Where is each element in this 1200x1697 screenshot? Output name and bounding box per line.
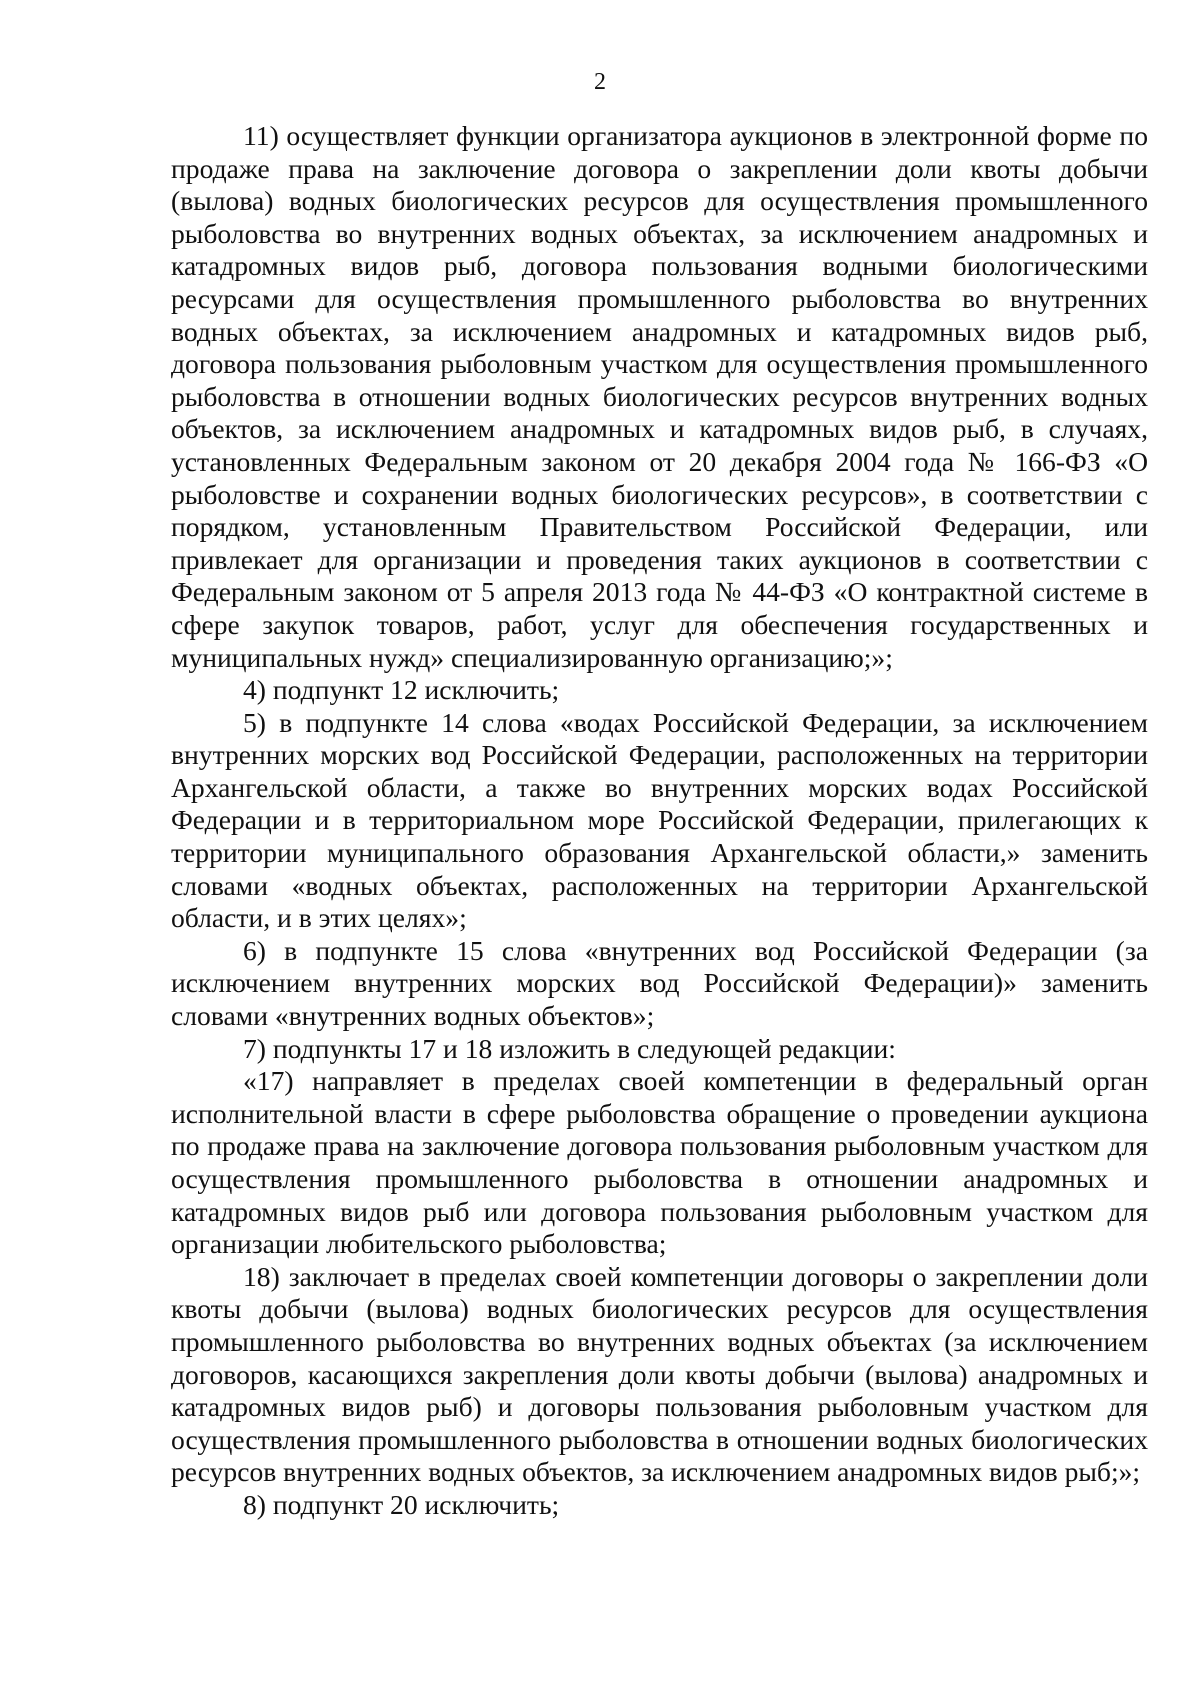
paragraph-amendment-7: 7) подпункты 17 и 18 изложить в следующей редакции:	[243, 1032, 896, 1064]
paragraph-amendment-5: 5) в подпункте 14 слова «водах Российской Федерации, за исключением внутренних морских вод Российской Федерации, расположенных на территории Архангельской области, а также во внутренних морских водах Российской Федерации и в территориальном море Российской Федерации, прилегающих к территории муниципального образования Архангельской области,» заменить словами «водных объектах, расположенных на территории Архангельской области, и в этих целях»;	[171, 706, 1148, 934]
paragraph-item-11: 11) осуществляет функции организатора аукционов в электронной форме по продаже права на заключение договора о закреплении доли квоты добычи (вылова) водных биологических ресурсов для осуществления промышленного рыболовства во внутренних водных объектах, за исключением анадромных и катадромных видов рыб, договора пользования водными биологическими ресурсами для осуществления промышленного рыболовства во внутренних водных объектах, за исключением анадромных и катадромных видов рыб, договора пользования рыболовным участком для осуществления промышленного рыболовства в отношении водных биологических ресурсов внутренних водных объектов, за исключением анадромных и катадромных видов рыб, в случаях, установленных Федеральным законом от 20 декабря 2004 года № 166-ФЗ «О рыболовстве и сохранении водных биологических ресурсов», в соответствии с порядком, установленным Правительством Российской Федерации, или привлекает для организации и проведения таких аукционов в соответствии с Федеральным законом от 5 апреля 2013 года № 44-ФЗ «О контрактной системе в сфере закупок товаров, работ, услуг для обеспечения государственных и муниципальных нужд» специализированную организацию;»;	[171, 120, 1148, 673]
paragraph-amendment-6: 6) в подпункте 15 слова «внутренних вод Российской Федерации (за исключением внутренних морских вод Российской Федерации)» заменить словами «внутренних водных объектов»;	[171, 934, 1148, 1032]
page-number: 2	[594, 69, 606, 95]
paragraph-amendment-4: 4) подпункт 12 исключить;	[243, 674, 560, 706]
paragraph-item-18: 18) заключает в пределах своей компетенции договоры о закреплении доли квоты добычи (вылова) водных биологических ресурсов для осуществления промышленного рыболовства во внутренних водных объектах (за исключением договоров, касающихся закрепления доли квоты добычи (вылова) анадромных и катадромных видов рыб) и договоры пользования рыболовным участком для осуществления промышленного рыболовства в отношении водных биологических ресурсов внутренних водных объектов, за исключением анадромных видов рыб;»;	[171, 1260, 1148, 1488]
paragraph-item-17: «17) направляет в пределах своей компетенции в федеральный орган исполнительной власти в сфере рыболовства обращение о проведении аукциона по продаже права на заключение договора пользования рыболовным участком для осуществления промышленного рыболовства в отношении анадромных и катадромных видов рыб или договора пользования рыболовным участком для организации любительского рыболовства;	[171, 1065, 1148, 1260]
paragraph-amendment-8: 8) подпункт 20 исключить;	[243, 1488, 560, 1520]
document-body	[171, 120, 1148, 1522]
